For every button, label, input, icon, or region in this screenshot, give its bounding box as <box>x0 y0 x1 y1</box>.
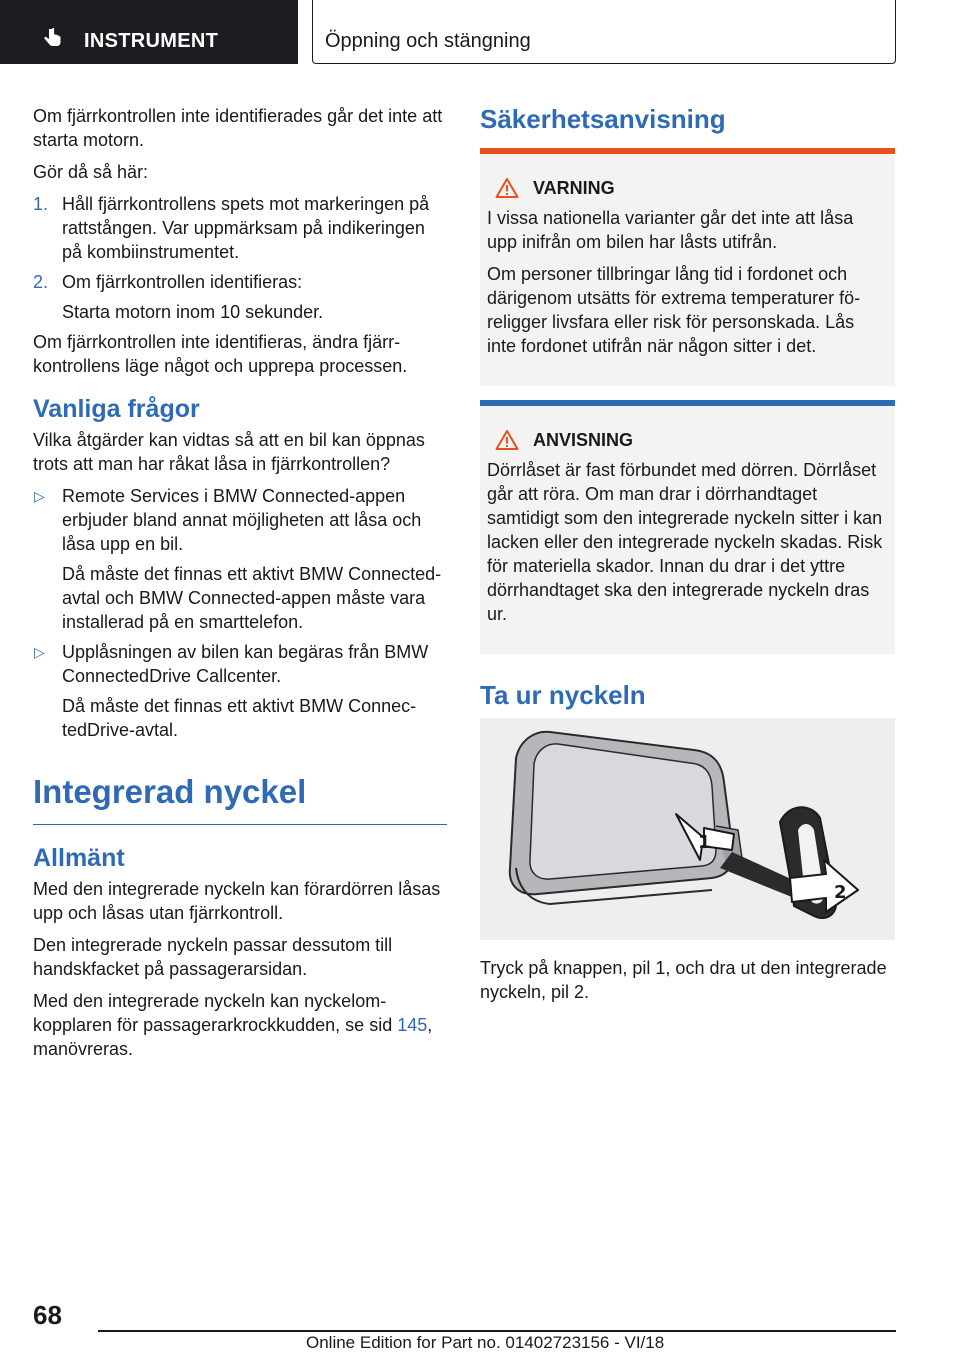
faq-list <box>33 484 447 742</box>
chapter-header <box>312 0 896 64</box>
list-item <box>33 484 447 634</box>
safety-heading: Säkerhetsanvisning <box>480 104 726 134</box>
arrow-label-2: 2 <box>834 882 847 903</box>
section-tab <box>0 0 298 64</box>
general-heading: Allmänt <box>33 844 125 872</box>
paragraph-text: Med den integrerade nyckeln kan nyckelomkopplaren för passagerarkrockkudden, se sid <box>33 991 398 1035</box>
page-reference-link[interactable]: 145 <box>397 1015 428 1035</box>
paragraph <box>33 989 447 1061</box>
warning-text: Om personer tillbringar lång tid i fordonet och därigenom utsätts för extrema temperaturer föreligger livsfara eller risk för personskada. Lås inte fordonet utifrån när någon sitter i det. <box>487 264 861 356</box>
notice-header <box>487 428 888 452</box>
paragraph: Den integrerade nyckeln passar dessutom till handskfacket på passagerarsidan. <box>33 935 393 979</box>
notice-text: Dörrlåset är fast förbundet med dörren. Dörrlåset går att röra. Om man drar i dörrhandtaget samtidigt som den integrerade nyckeln sitter i kan lacken eller den integrerade nyckeln skadas. Risk för materiella skador. Innan du drar i det yttre dörrhandtaget ska den integrerade nyckeln dras ur. <box>487 460 883 624</box>
edition-text: Online Edition for Part no. 01402723156 - VI/18 <box>306 1333 665 1352</box>
faq-item-subtext: Då måste det finnas ett aktivt BMW Connected-avtal och BMW Connected-appen måste vara installerad på en smarttelefon. <box>62 564 442 632</box>
faq-item-subtext: Då måste det finnas ett aktivt BMW ConnectedDrive-avtal. <box>62 696 417 740</box>
caution-triangle-icon <box>495 429 519 451</box>
remove-key-heading: Ta ur nyckeln <box>480 680 646 710</box>
faq-heading: Vanliga frågor <box>33 395 200 423</box>
key-removal-illustration <box>480 718 895 940</box>
chapter-title: Öppning och stängning <box>325 30 531 52</box>
step-number: 2. <box>33 272 49 292</box>
hand-pointer-icon <box>42 27 64 49</box>
paragraph-text: , manövreras. <box>33 1015 433 1059</box>
paragraph: Om fjärrkontrollen inte identifieras, ändra fjärrkontrollens läge något och upprepa processen. <box>33 332 408 376</box>
notice-box <box>480 400 895 654</box>
paragraph: Om fjärrkontrollen inte identifierades går det inte att starta motorn. <box>33 106 443 150</box>
step-subtext: Starta motorn inom 10 sekunder. <box>62 302 324 322</box>
paragraph: Gör då så här: <box>33 162 149 182</box>
faq-item-text: Upplåsningen av bilen kan begäras från BMW ConnectedDrive Callcenter. <box>62 642 429 686</box>
warning-header <box>487 176 888 200</box>
integrated-key-heading: Integrerad nyckel <box>33 772 447 825</box>
key-fob-illustration <box>480 718 895 940</box>
warning-triangle-icon <box>495 177 519 199</box>
right-column <box>480 104 895 1012</box>
step-text: Om fjärrkontrollen identifieras: <box>62 272 303 292</box>
steps-list <box>33 192 447 324</box>
arrow-label-1: 1 <box>698 832 711 853</box>
list-item <box>33 192 447 264</box>
step-number: 1. <box>33 194 49 214</box>
figure-caption: Tryck på knappen, pil 1, och dra ut den integrerade nyckeln, pil 2. <box>480 958 887 1002</box>
section-label: INSTRUMENT <box>84 30 219 52</box>
left-column <box>33 104 447 1069</box>
faq-item-text: Remote Services i BMW Connected-appen erbjuder bland annat möjligheten att låsa och låsa upp en bil. <box>62 486 422 554</box>
page-number: 68 <box>33 1300 62 1330</box>
warning-box <box>480 148 895 386</box>
warning-title: VARNING <box>533 178 615 198</box>
step-text: Håll fjärrkontrollens spets mot markeringen på rattstången. Var uppmärksam på indikeringen på kombiinstrumentet. <box>62 194 430 262</box>
warning-text: I vissa nationella varianter går det inte att låsa upp inifrån om bilen har låsts utifrån. <box>487 208 854 252</box>
list-item <box>33 270 447 324</box>
paragraph: Med den integrerade nyckeln kan förardörren låsas upp och låsas utan fjärrkontroll. <box>33 879 441 923</box>
triangle-bullet-icon: ▷ <box>34 644 45 660</box>
faq-question: Vilka åtgärder kan vidtas så att en bil kan öppnas trots att man har råkat låsa in fjärrkontrollen? <box>33 430 425 474</box>
triangle-bullet-icon: ▷ <box>34 488 45 504</box>
footer-divider <box>98 1330 896 1332</box>
notice-title: ANVISNING <box>533 430 634 450</box>
list-item <box>33 640 447 742</box>
